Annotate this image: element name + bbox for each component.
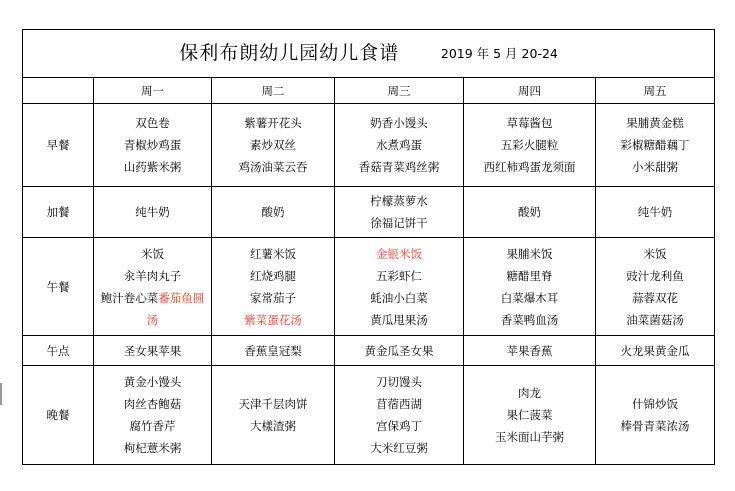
- dish-line: [464, 340, 595, 362]
- dish-name: 徐福记饼干: [370, 216, 428, 230]
- dish-name: 紫薯开花头: [244, 116, 302, 130]
- dish-line: [212, 112, 334, 134]
- dish-name: 奶香小馒头: [370, 116, 428, 130]
- dish-line: [335, 265, 463, 287]
- page-title: 保利布朗幼儿园幼儿食谱: [179, 41, 400, 64]
- dish-name: 小米甜粥: [632, 160, 679, 174]
- dish-line: [596, 243, 714, 265]
- snack-row: [23, 187, 715, 238]
- dish-line: [212, 340, 334, 362]
- dish-line: [335, 287, 463, 309]
- dish-name: 豉汁龙利鱼: [626, 268, 684, 283]
- dish-line: [94, 156, 211, 178]
- menu-table: [22, 29, 715, 465]
- dish-line: [596, 287, 714, 309]
- menu-cell: [596, 238, 715, 336]
- dish-name: 青椒炒鸡蛋: [123, 138, 182, 152]
- dish-name: 黄金小馒头: [123, 375, 182, 389]
- menu-cell: [464, 187, 596, 238]
- dish-line: [596, 265, 714, 287]
- dish-line: [335, 134, 463, 156]
- dish-name: 酸奶: [261, 205, 285, 219]
- dish-name: 鸡汤油菜云吞: [238, 160, 308, 174]
- menu-cell: [212, 336, 335, 366]
- menu-cell: [464, 366, 596, 465]
- dish-name: 纯牛奶: [637, 205, 673, 219]
- dish-line: [335, 393, 463, 415]
- day-header: 周一: [94, 78, 212, 104]
- dish-line: [464, 134, 595, 156]
- dish-line: [596, 393, 714, 415]
- dish-line: [464, 287, 595, 309]
- dish-line: [335, 243, 463, 265]
- dish-name: 宫保鸡丁: [376, 419, 422, 433]
- dish-name: 圣女果苹果: [123, 343, 182, 358]
- lunch-row: [23, 238, 715, 336]
- dish-line: [335, 212, 463, 234]
- dish-name: 大米红豆粥: [370, 441, 428, 455]
- day-header: 周二: [212, 78, 335, 104]
- menu-cell: [596, 104, 715, 187]
- dish-name-highlight: 番茄鱼圆: [158, 290, 205, 305]
- menu-cell: [335, 366, 464, 465]
- dish-line: [596, 134, 714, 156]
- menu-cell: [94, 187, 212, 238]
- menu-cell: [94, 238, 212, 336]
- left-edge-mark: [0, 383, 2, 405]
- dish-line: [94, 309, 211, 331]
- dish-name: 天津千层肉饼: [238, 397, 308, 411]
- dish-line: [94, 243, 211, 265]
- dish-line: [212, 201, 334, 223]
- meal-label: 午餐: [23, 238, 94, 336]
- dish-name: 黄金瓜圣女果: [364, 343, 434, 358]
- dish-name: 香菜鸭血汤: [500, 312, 559, 327]
- dish-name: 西红柿鸡蛋龙须面: [483, 160, 576, 174]
- menu-cell: [335, 104, 464, 187]
- day-header-row: [23, 78, 715, 104]
- dish-name: 刀切馒头: [376, 375, 422, 389]
- dish-line: [212, 309, 334, 331]
- menu-cell: [464, 104, 596, 187]
- dish-name: 糖醋里脊: [506, 268, 553, 283]
- menu-cell: [94, 366, 212, 465]
- dish-line: [335, 415, 463, 437]
- dish-name: 蚝油小白菜: [370, 290, 428, 305]
- dish-line: [94, 340, 211, 362]
- dish-name: 米饭: [643, 246, 667, 261]
- dish-name: 玉米面山芋粥: [495, 430, 564, 444]
- dish-name: 鲍汁卷心菜: [100, 290, 159, 305]
- dish-line: [212, 243, 334, 265]
- dish-name: 双色卷: [135, 116, 170, 130]
- menu-cell: [335, 187, 464, 238]
- dish-name: 苹果香蕉: [506, 343, 553, 358]
- dish-line: [335, 156, 463, 178]
- dish-name: 纯牛奶: [135, 205, 170, 219]
- dish-line: [212, 393, 334, 415]
- dish-name: 家常茄子: [250, 290, 296, 305]
- dish-line: [596, 156, 714, 178]
- dish-name: 黄瓜甩果汤: [370, 312, 428, 327]
- menu-cell: [335, 238, 464, 336]
- title-cell: [23, 30, 715, 78]
- dish-name: 什锦炒饭: [632, 397, 679, 411]
- dish-line: [212, 415, 334, 437]
- dish-name: 香菇青菜鸡丝粥: [358, 160, 440, 174]
- day-header: 周四: [464, 78, 596, 104]
- menu-cell: [464, 238, 596, 336]
- dish-name: 白菜爆木耳: [500, 290, 559, 305]
- meal-label: 早餐: [23, 104, 94, 187]
- dish-line: [212, 287, 334, 309]
- dish-line: [464, 309, 595, 331]
- dish-line: [94, 371, 211, 393]
- dish-line: [94, 201, 211, 223]
- dish-line: [212, 156, 334, 178]
- dish-name: 油菜菌菇汤: [626, 312, 684, 327]
- dish-name: 香蕉皇冠梨: [244, 343, 302, 358]
- dish-line: [94, 393, 211, 415]
- dish-name: 柠檬蒸萝水: [370, 194, 428, 208]
- dish-name: 五彩虾仁: [376, 268, 422, 283]
- dish-name: 果仁菠菜: [506, 408, 553, 422]
- dish-line: [596, 309, 714, 331]
- dish-line: [335, 340, 463, 362]
- dish-line: [335, 371, 463, 393]
- dish-line: [335, 437, 463, 459]
- meal-label: 加餐: [23, 187, 94, 238]
- dish-name: 水煮鸡蛋: [376, 138, 422, 152]
- header-corner: [23, 78, 94, 104]
- dish-name: 红薯米饭: [250, 246, 296, 261]
- dish-name: 彩椒糖醋藕丁: [620, 138, 690, 152]
- date-range: 2019 年 5 月 20-24: [440, 45, 558, 61]
- dish-name: 红烧鸡腿: [250, 268, 296, 283]
- dish-line: [94, 437, 211, 459]
- dish-name: 肉龙: [518, 386, 541, 400]
- afternoon-snack-row: [23, 336, 715, 366]
- menu-cell: [464, 336, 596, 366]
- dish-name: 五彩火腿粒: [500, 138, 559, 152]
- dish-name: 米饭: [141, 246, 164, 261]
- dish-name: 草莓酱包: [506, 116, 553, 130]
- dish-line: [464, 265, 595, 287]
- dish-name: 肉丝杏鲍菇: [123, 397, 182, 411]
- dish-line: [212, 265, 334, 287]
- dish-name: 火龙果黄金瓜: [620, 343, 690, 358]
- dish-name-highlight: 汤: [146, 312, 159, 327]
- day-header: 周五: [596, 78, 715, 104]
- menu-cell: [596, 366, 715, 465]
- dish-line: [464, 404, 595, 426]
- dish-line: [464, 382, 595, 404]
- menu-cell: [94, 104, 212, 187]
- meal-label: 晚餐: [23, 366, 94, 465]
- dish-name: 蒜蓉双花: [632, 290, 679, 305]
- dish-name: 汆羊肉丸子: [123, 268, 182, 283]
- dish-line: [94, 134, 211, 156]
- dish-name: 素炒双丝: [250, 138, 296, 152]
- dish-line: [335, 112, 463, 134]
- menu-cell: [212, 187, 335, 238]
- dish-name: 山药紫米粥: [123, 160, 182, 174]
- menu-cell: [596, 336, 715, 366]
- dinner-row: [23, 366, 715, 465]
- dish-line: [464, 426, 595, 448]
- dish-line: [212, 134, 334, 156]
- dish-line: [596, 415, 714, 437]
- dish-line: [94, 287, 211, 309]
- dish-line: [335, 190, 463, 212]
- meal-label: 午点: [23, 336, 94, 366]
- dish-name: 果脯黄金糕: [626, 116, 684, 130]
- dish-line: [94, 265, 211, 287]
- dish-line: [464, 201, 595, 223]
- day-header: 周三: [335, 78, 464, 104]
- menu-cell: [212, 104, 335, 187]
- menu-cell: [94, 336, 212, 366]
- dish-name: 大樣渣粥: [250, 419, 296, 433]
- menu-cell: [212, 238, 335, 336]
- menu-cell: [596, 187, 715, 238]
- dish-line: [596, 340, 714, 362]
- dish-name: 枸杞薏米粥: [123, 441, 182, 455]
- dish-name: 果脯米饭: [506, 246, 553, 261]
- dish-line: [596, 112, 714, 134]
- dish-line: [94, 415, 211, 437]
- dish-line: [464, 112, 595, 134]
- dish-line: [94, 112, 211, 134]
- dish-name: 苜蓿西湖: [376, 397, 422, 411]
- dish-name: 酸奶: [518, 205, 541, 219]
- dish-name: 棒骨青菜浓汤: [620, 419, 690, 433]
- dish-name-highlight: 金银米饭: [376, 246, 422, 261]
- menu-cell: [212, 366, 335, 465]
- dish-name: 腐竹香芹: [129, 419, 176, 433]
- dish-line: [464, 243, 595, 265]
- dish-line: [335, 309, 463, 331]
- dish-line: [596, 201, 714, 223]
- dish-name-highlight: 紫菜蛋花汤: [244, 312, 302, 327]
- menu-cell: [335, 336, 464, 366]
- dish-line: [464, 156, 595, 178]
- breakfast-row: [23, 104, 715, 187]
